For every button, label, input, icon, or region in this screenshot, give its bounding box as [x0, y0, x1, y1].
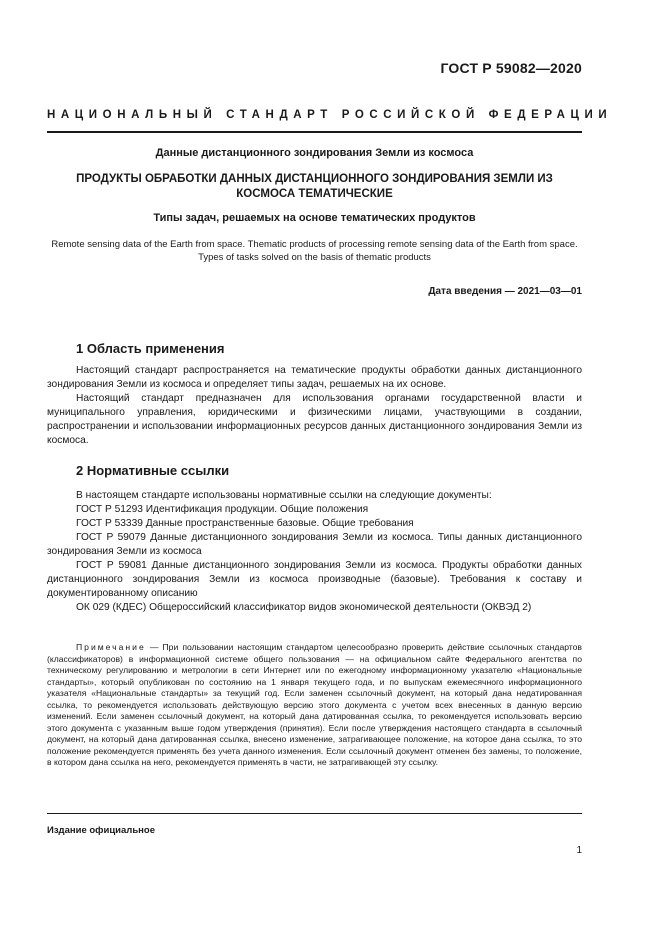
- footer-divider: [47, 813, 582, 814]
- reference-item: ОК 029 (КДЕС) Общероссийский классификатор видов экономической деятельности (ОКВЭД 2): [76, 602, 532, 613]
- reference-item: ГОСТ Р 53339 Данные пространственные базовые. Общие требования: [76, 518, 414, 529]
- reference-item: ГОСТ Р 59079 Данные дистанционного зондирования Земли из космоса. Типы данных дистанционного зондирования Земли из космоса: [47, 532, 582, 557]
- standard-subtitle: Данные дистанционного зондирования Земли из космоса: [155, 147, 474, 159]
- note-text: — При пользовании настоящим стандартом целесообразно проверить действие ссылочных стандартов (классификаторов) в информационной системе общего пользования — на официальном сайте Федерального агентства по техническому регулированию и метрологии в сети Интернет или по ежегодному информационному указателю «Национальные стандарты», который опубликован по состоянию на 1 января текущего года, и по выпускам ежемесячного информационного указателя «Национальные стандарты» за текущий год. Если заменен ссылочный документ, на который дана недатированная ссылка, то рекомендуется использовать действующую версию этого документа с учетом всех внесенных в данную версию изменений. Если заменен ссылочный документ, на который дана датированная ссылка, то рекомендуется использовать версию этого документа с указанным выше годом утверждения (принятия). Если после утверждения настоящего стандарта в ссылочный документ, на который дана датированная ссылка, внесено изменение, затрагивающее положение, на которое дана ссылка, то это положение рекомендуется применять без учета данного изменения. Если ссылочный документ отменен без замены, то положение, в котором дана ссылка на него, рекомендуется применять в части, не затрагивающей эту ссылку.: [47, 642, 582, 767]
- section-2-heading: 2 Нормативные ссылки: [76, 463, 230, 478]
- section-2-body: [47, 489, 582, 615]
- reference-item: ГОСТ Р 51293 Идентификация продукции. Общие положения: [76, 504, 369, 515]
- note-block: [47, 642, 582, 769]
- national-standard-heading: НАЦИОНАЛЬНЫЙ СТАНДАРТ РОССИЙСКОЙ ФЕДЕРАЦИИ: [47, 109, 613, 121]
- paragraph: Настоящий стандарт распространяется на тематические продукты обработки данных дистанционного зондирования Земли из космоса и определяет типы задач, решаемых на их основе.: [47, 365, 582, 390]
- introduction-date: Дата введения — 2021—03—01: [428, 286, 582, 297]
- paragraph: В настоящем стандарте использованы нормативные ссылки на следующие документы:: [76, 490, 492, 501]
- standard-main-title: ПРОДУКТЫ ОБРАБОТКИ ДАННЫХ ДИСТАНЦИОННОГО ЗОНДИРОВАНИЯ ЗЕМЛИ ИЗ КОСМОСА ТЕМАТИЧЕСКИЕ: [76, 173, 553, 200]
- page-number: 1: [576, 845, 582, 856]
- gost-code: ГОСТ Р 59082—2020: [440, 60, 582, 76]
- section-1-heading: 1 Область применения: [76, 341, 225, 356]
- paragraph: Настоящий стандарт предназначен для использования органами государственной власти и муниципального управления, юридическими и физическими лицами, участвующими в создании, распространении и использовании информационных ресурсов данных дистанционного зондирования Земли из космоса.: [47, 393, 582, 446]
- note-label: Примечание: [76, 642, 146, 652]
- header-divider: [47, 131, 582, 133]
- section-1-body: [47, 364, 582, 448]
- reference-item: ГОСТ Р 59081 Данные дистанционного зондирования Земли из космоса. Продукты обработки данных дистанционного зондирования Земли из космоса производные (базовые). Требования к составу и документированному описанию: [47, 560, 582, 599]
- english-title: Remote sensing data of the Earth from space. Thematic products of processing remote sensing data of the Earth from space. Types of tasks solved on the basis of thematic products: [51, 239, 578, 263]
- standard-part-title: Типы задач, решаемых на основе тематических продуктов: [153, 212, 476, 224]
- edition-label: Издание официальное: [47, 825, 155, 836]
